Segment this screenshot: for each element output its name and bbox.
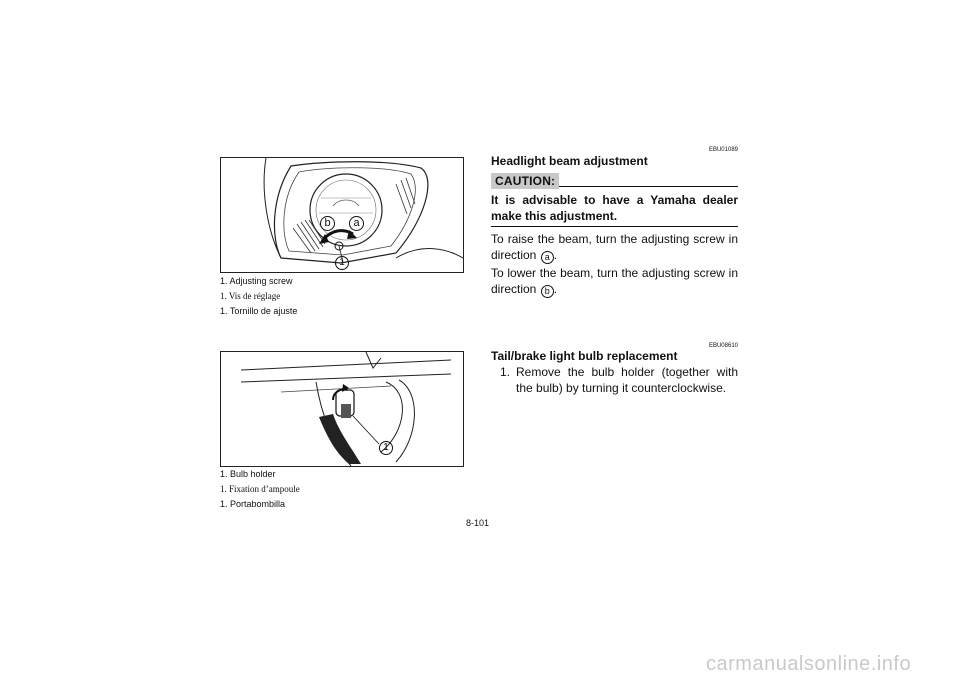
headlight-figure [220,157,464,273]
taillight-illustration [221,352,463,466]
instruction-text: To raise the beam, turn the adjusting screw in direction [491,232,738,262]
instruction-paragraph: To raise the beam, turn the adjusting screw in direction a . [491,232,738,262]
step-text: Remove the bulb holder (together with the bulb) by turning it counterclockwise. [516,365,738,395]
section-title: Tail/brake light bulb replacement [491,349,678,363]
caption-english: 1. Bulb holder [220,469,276,479]
section-code: EBU08610 [708,343,738,349]
caption-spanish: 1. Portabombilla [220,499,286,509]
section-title: Headlight beam adjustment [491,154,648,168]
page-number: 8-101 [466,518,490,528]
instruction-text: To lower the beam, turn the adjusting screw in direction [491,266,738,296]
direction-b-mark: b [541,285,554,298]
caption-french: 1. Fixation d’ampoule [220,484,300,494]
caution-end-divider [491,226,738,227]
callout-a-label: a [349,216,364,231]
caution-header [491,173,738,189]
watermark: carmanualsonline.info [706,653,912,675]
step-number: 1. [500,365,511,379]
caption-french: 1. Vis de réglage [220,291,281,301]
instruction-paragraph: To lower the beam, turn the adjusting screw in direction b . [491,266,738,296]
direction-a-mark: a [541,251,554,264]
callout-1-label: 1 [379,441,393,455]
caption-english: 1. Adjusting screw [220,276,293,286]
caution-text: It is advisable to have a Yamaha dealer make this adjustment. [491,193,738,223]
taillight-figure [220,351,464,467]
figure2-captions [220,469,300,510]
section-code: EBU01089 [708,147,738,153]
caution-divider [559,186,738,187]
caution-label: CAUTION: [491,173,559,189]
callout-1-label: 1 [335,256,349,270]
step-item [500,364,738,396]
callout-b-label: b [320,216,335,231]
figure1-captions [220,276,297,317]
caption-spanish: 1. Tornillo de ajuste [220,306,298,316]
headlight-illustration [221,158,463,272]
